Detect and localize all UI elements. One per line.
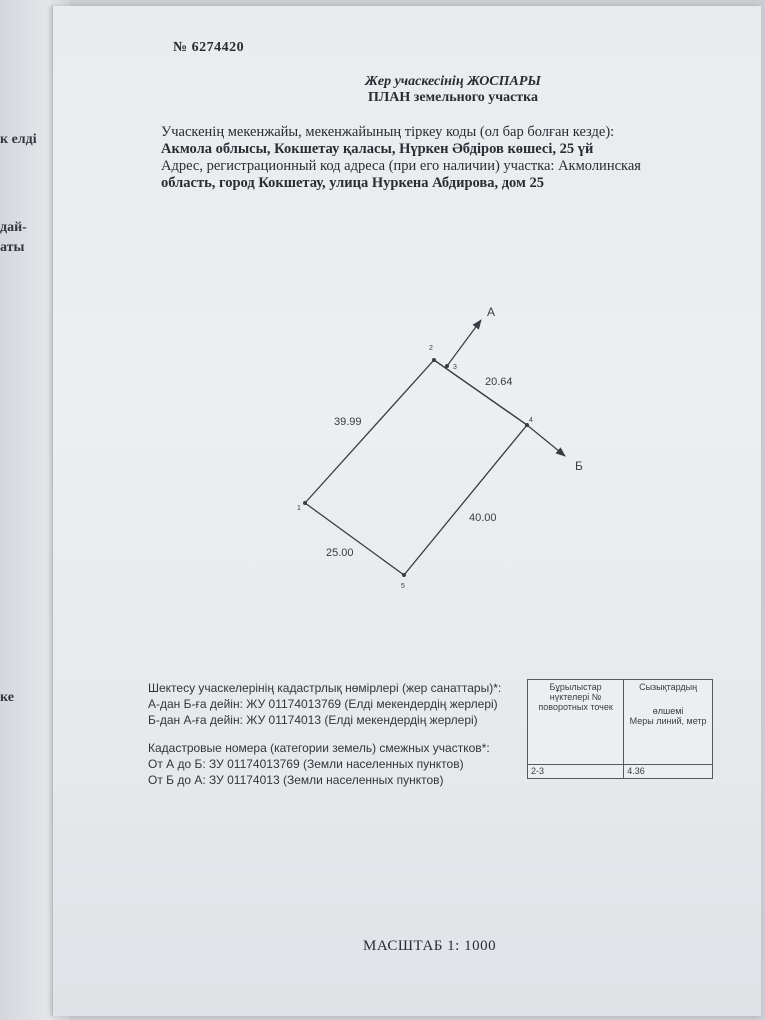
neighbor-a-to-b-kz: А-дан Б-ға дейін: ЖУ 01174013769 (Елді мекендердің жерлері) — [148, 697, 498, 711]
title-kazakh: Жер учаскесінің ЖОСПАРЫ — [365, 74, 541, 89]
neighbor-b-to-a-ru: От Б до А: ЗУ 01174013 (Земли населенных пунктов) — [148, 773, 444, 787]
line-measurements-table — [527, 679, 713, 779]
table-header-points — [528, 680, 624, 765]
table-row — [528, 765, 713, 779]
arrow-b — [527, 425, 565, 456]
edge-length-label: 20.64 — [485, 376, 513, 388]
neighbors-header-kz: Шектесу учаскелерінің кадастрлық нөмірлері (жер санаттары)*: — [148, 681, 502, 695]
address-value-ru: область, город Кокшетау, улица Нуркена Абдирова, дом 25 — [161, 175, 545, 191]
corner-point — [445, 364, 449, 368]
underlying-text-fragment: к елді — [0, 132, 37, 147]
neighbor-a-to-b-ru: От А до Б: ЗУ 01174013769 (Земли населенных пунктов) — [148, 757, 464, 771]
table-header-text: Сызықтардың — [639, 682, 698, 692]
underlying-text-fragment: ке — [0, 690, 14, 705]
underlying-text-fragment: дай- — [0, 220, 27, 235]
edge-length-label: 25.00 — [326, 547, 354, 559]
point-label: 4 — [529, 417, 533, 424]
corner-point — [432, 358, 436, 362]
underlying-text-fragment: аты — [0, 240, 25, 255]
table-header-text: өлшемі — [652, 706, 684, 716]
table-cell-length: 4.36 — [624, 765, 713, 779]
neighbors-header-ru: Кадастровые номера (категории земель) смежных участков*: — [148, 741, 490, 755]
direction-label-b: Б — [575, 459, 583, 473]
point-label: 2 — [429, 345, 433, 352]
point-label: 3 — [453, 364, 457, 371]
table-header-text: Меры линий, метр — [629, 716, 707, 726]
corner-point — [402, 573, 406, 577]
plot-boundary — [305, 360, 527, 575]
edge-length-label: 40.00 — [469, 512, 497, 524]
point-label: 1 — [297, 505, 301, 512]
document-number: № 6274420 — [173, 40, 245, 55]
neighbor-b-to-a-kz: Б-дан А-ға дейін: ЖУ 01174013 (Елді мекендердің жерлері) — [148, 713, 478, 727]
edge-length-label: 39.99 — [334, 416, 362, 428]
arrow-a — [447, 320, 481, 366]
table-header-text: поворотных точек — [538, 702, 613, 712]
table-cell-points: 2-3 — [528, 765, 624, 779]
corner-point — [303, 501, 307, 505]
table-header-lengths — [624, 680, 713, 765]
title-russian: ПЛАН земельного участка — [367, 90, 539, 105]
land-plot-plan — [53, 6, 761, 666]
direction-label-a: А — [487, 305, 496, 319]
address-label-kz: Учаскенің мекенжайы, мекенжайының тіркеу коды (ол бар болған кезде): — [161, 124, 615, 140]
address-label-ru: Адрес, регистрационный код адреса (при его наличии) участка: Акмолинская — [161, 158, 641, 174]
document-page — [52, 6, 761, 1016]
point-label: 5 — [401, 583, 405, 590]
map-scale: МАСШТАБ 1: 1000 — [363, 938, 497, 954]
table-header-text: Бұрылыстар нүктелері № — [549, 682, 602, 702]
address-value-kz: Акмола облысы, Кокшетау қаласы, Нүркен Әбдіров көшесі, 25 үй — [161, 141, 594, 157]
